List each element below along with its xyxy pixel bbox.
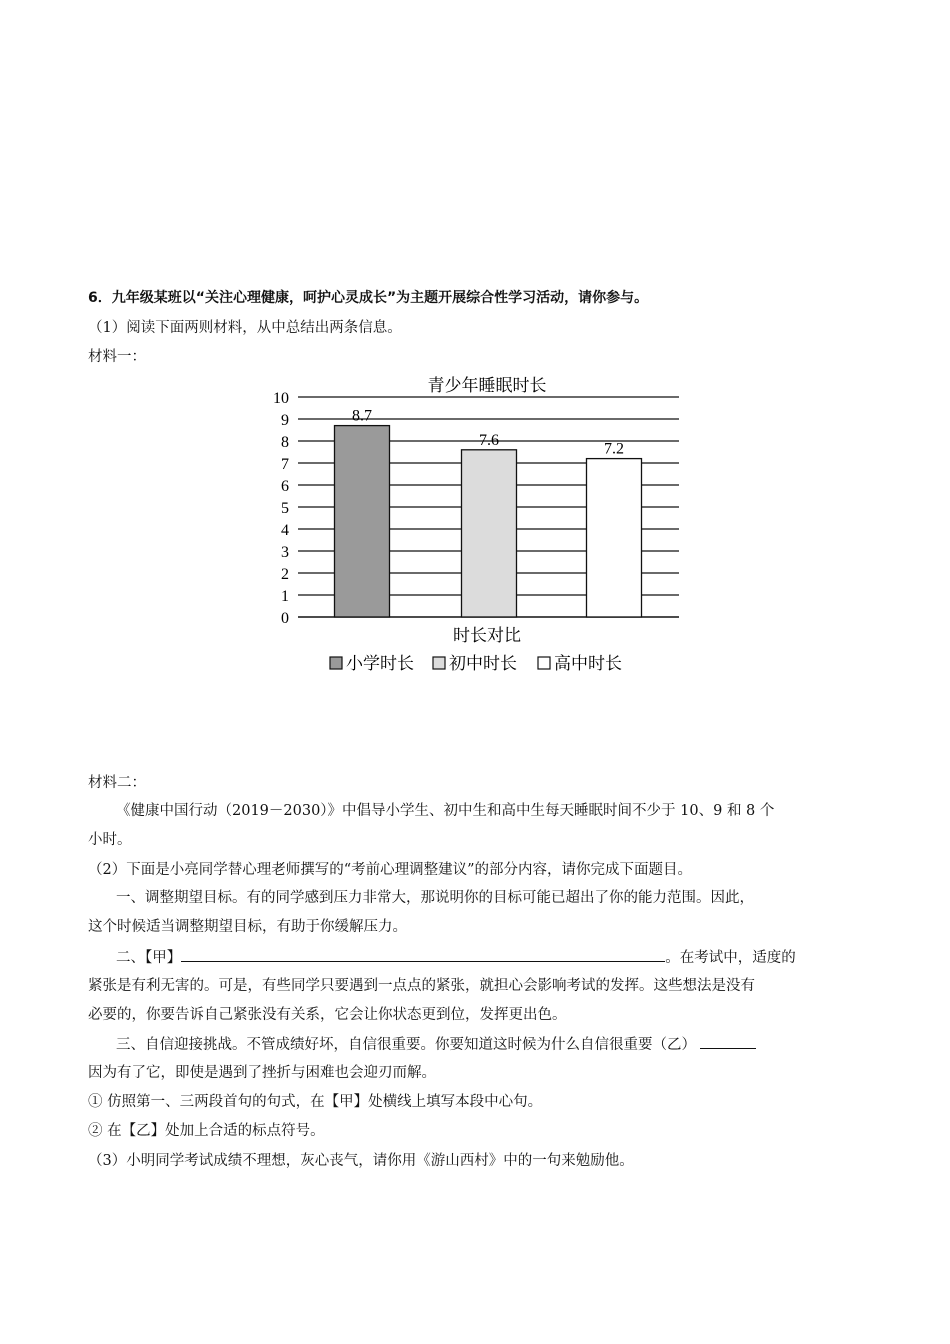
para2-suffix: 。在考试中，适度的 [665, 950, 796, 966]
material2-label: 材料二： [88, 775, 146, 791]
y-tick-label: 5 [281, 500, 289, 517]
bar [462, 450, 517, 617]
bar [335, 426, 390, 617]
y-tick-label: 3 [281, 544, 289, 561]
legend-swatch [330, 657, 342, 669]
y-tick-label: 4 [281, 522, 289, 539]
y-tick-label: 6 [281, 478, 289, 495]
yi-answer-blank[interactable] [700, 1034, 756, 1049]
material2-text-line1: 《健康中国行动（2019－2030）》中倡导小学生、初中生和高中生每天睡眠时间不少于 10、9 和 8 个 [116, 803, 775, 819]
jia-answer-blank[interactable] [181, 947, 665, 962]
part2-prompt: （2）下面是小亮同学替心理老师撰写的“考前心理调整建议”的部分内容，请你完成下面题目。 [88, 862, 693, 878]
part1-prompt: （1）阅读下面两则材料，从中总结出两条信息。 [88, 320, 402, 336]
bar-value-label: 8.7 [352, 407, 372, 425]
para2-line2: 紧张是有利无害的。可是，有些同学只要遇到一点点的紧张，就担心会影响考试的发挥。这些想法是没有 [88, 978, 755, 994]
sleep-duration-chart [0, 360, 950, 700]
legend-swatch [433, 657, 445, 669]
bar-value-label: 7.6 [479, 431, 499, 449]
material2-text-line2: 小时。 [88, 832, 132, 848]
para3-text: 三、自信迎接挑战。不管成绩好坏，自信很重要。你要知道这时候为什么自信很重要（乙） [116, 1037, 696, 1053]
para2-line1 [116, 947, 796, 968]
material1-label: 材料一： [88, 349, 146, 365]
y-tick-label: 8 [281, 434, 289, 451]
legend-swatch [538, 657, 550, 669]
question-heading: 6．九年级某班以“关注心理健康，呵护心灵成长”为主题开展综合性学习活动，请你参与。 [88, 290, 649, 306]
para2-line3: 必要的，你要告诉自己紧张没有关系，它会让你状态更到位，发挥更出色。 [88, 1007, 567, 1023]
y-tick-label: 7 [281, 456, 289, 473]
legend-label: 高中时长 [554, 654, 622, 673]
para3-line2: 因为有了它，即使是遇到了挫折与困难也会迎刃而解。 [88, 1065, 436, 1081]
para2-prefix: 二、【甲】 [116, 950, 182, 966]
y-tick-label: 1 [281, 588, 289, 605]
para1-line2: 这个时候适当调整期望目标，有助于你缓解压力。 [88, 919, 407, 935]
y-tick-label: 2 [281, 566, 289, 583]
part3-prompt: （3）小明同学考试成绩不理想，灰心丧气，请你用《游山西村》中的一句来勉励他。 [88, 1153, 634, 1169]
para1-line1: 一、调整期望目标。有的同学感到压力非常大，那说明你的目标可能已超出了你的能力范围。因此， [116, 890, 754, 906]
legend-label: 小学时长 [346, 654, 414, 673]
y-tick-label: 0 [281, 610, 289, 627]
chart-x-axis-label: 时长对比 [453, 626, 521, 645]
sub-question-2: ② 在【乙】处加上合适的标点符号。 [88, 1123, 325, 1139]
sub-question-1: ① 仿照第一、三两段首句的句式，在【甲】处横线上填写本段中心句。 [88, 1094, 543, 1110]
y-tick-label: 9 [281, 412, 289, 429]
bar [587, 459, 642, 617]
legend-label: 初中时长 [449, 654, 517, 673]
bar-value-label: 7.2 [604, 440, 624, 458]
chart-title: 青少年睡眠时长 [427, 376, 547, 395]
para3-line1 [116, 1034, 756, 1055]
y-tick-label: 10 [273, 390, 289, 407]
